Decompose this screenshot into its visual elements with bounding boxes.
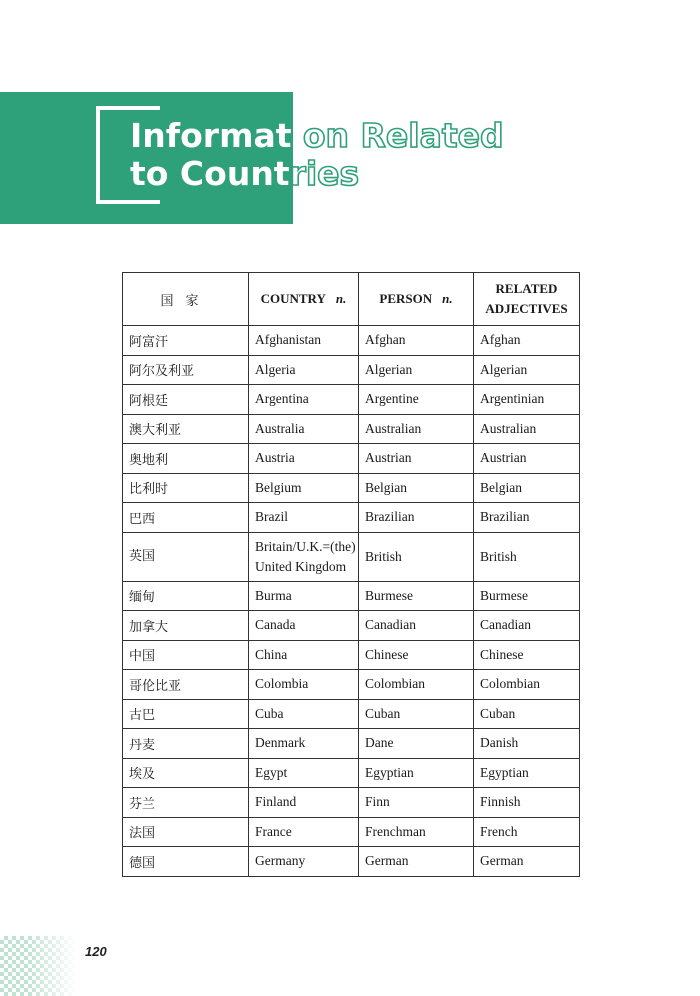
cell-person: Canadian	[359, 611, 474, 641]
cell-adjective: Algerian	[474, 355, 580, 385]
cell-adjective: French	[474, 817, 580, 847]
cell-person: German	[359, 847, 474, 877]
cell-chinese-name: 阿根廷	[123, 385, 249, 415]
cell-person: Finn	[359, 788, 474, 818]
cell-adjective: Cuban	[474, 699, 580, 729]
cell-adjective: Canadian	[474, 611, 580, 641]
table-body	[123, 326, 580, 877]
table-header-row	[123, 273, 580, 326]
cell-country: Burma	[249, 581, 359, 611]
cell-chinese-name: 英国	[123, 532, 249, 581]
cell-chinese-name: 阿尔及利亚	[123, 355, 249, 385]
table-row	[123, 847, 580, 877]
cell-person: Egyptian	[359, 758, 474, 788]
header-chinese	[123, 273, 249, 326]
cell-person: Dane	[359, 729, 474, 759]
cell-chinese-name: 比利时	[123, 473, 249, 503]
header-person-label: PERSON	[379, 291, 433, 306]
cell-chinese-name: 芬兰	[123, 788, 249, 818]
table-row	[123, 611, 580, 641]
title-part: Informati	[130, 116, 303, 155]
table-row	[123, 729, 580, 759]
cell-chinese-name: 埃及	[123, 758, 249, 788]
cell-chinese-name: 巴西	[123, 503, 249, 533]
cell-chinese-name: 阿富汗	[123, 326, 249, 356]
table-row	[123, 326, 580, 356]
cell-chinese-name: 古巴	[123, 699, 249, 729]
cell-country: Australia	[249, 414, 359, 444]
cell-person: Afghan	[359, 326, 474, 356]
cell-person: Argentine	[359, 385, 474, 415]
cell-country: Afghanistan	[249, 326, 359, 356]
table-row	[123, 532, 580, 581]
table-row	[123, 670, 580, 700]
header-person	[359, 273, 474, 326]
cell-country: Britain/U.K.=(the) United Kingdom	[249, 532, 359, 581]
table-row	[123, 385, 580, 415]
cell-country: Austria	[249, 444, 359, 474]
cell-country: Brazil	[249, 503, 359, 533]
cell-adjective: Chinese	[474, 640, 580, 670]
header-adjectives-label: RELATED ADJECTIVES	[485, 281, 568, 316]
cell-country: Denmark	[249, 729, 359, 759]
cell-adjective: German	[474, 847, 580, 877]
cell-chinese-name: 德国	[123, 847, 249, 877]
cell-country: Canada	[249, 611, 359, 641]
cell-adjective: Egyptian	[474, 758, 580, 788]
cell-person: Cuban	[359, 699, 474, 729]
table-row	[123, 788, 580, 818]
cell-adjective: Burmese	[474, 581, 580, 611]
cell-person: Austrian	[359, 444, 474, 474]
cell-country: Belgium	[249, 473, 359, 503]
cell-person: Burmese	[359, 581, 474, 611]
title-part: to Count	[130, 154, 290, 193]
cell-country: Argentina	[249, 385, 359, 415]
corner-pattern	[0, 936, 78, 996]
cell-country: Germany	[249, 847, 359, 877]
cell-person: Brazilian	[359, 503, 474, 533]
cell-person: Chinese	[359, 640, 474, 670]
table-row	[123, 817, 580, 847]
table-row	[123, 414, 580, 444]
cell-country: Egypt	[249, 758, 359, 788]
cell-person: Algerian	[359, 355, 474, 385]
header-chinese-label: 国家	[160, 293, 211, 309]
cell-country: Algeria	[249, 355, 359, 385]
cell-country: Finland	[249, 788, 359, 818]
cell-chinese-name: 加拿大	[123, 611, 249, 641]
cell-chinese-name: 法国	[123, 817, 249, 847]
table-row	[123, 503, 580, 533]
page-number: 120	[85, 944, 107, 959]
cell-chinese-name: 中国	[123, 640, 249, 670]
cell-adjective: Brazilian	[474, 503, 580, 533]
cell-adjective: Danish	[474, 729, 580, 759]
cell-adjective: Australian	[474, 414, 580, 444]
cell-adjective: Austrian	[474, 444, 580, 474]
countries-table	[122, 272, 580, 877]
cell-person: British	[359, 532, 474, 581]
table-row	[123, 699, 580, 729]
cell-person: Australian	[359, 414, 474, 444]
cell-person: Frenchman	[359, 817, 474, 847]
cell-person: Colombian	[359, 670, 474, 700]
header-country	[249, 273, 359, 326]
title-part: on Related	[302, 116, 504, 155]
cell-chinese-name: 缅甸	[123, 581, 249, 611]
cell-chinese-name: 澳大利亚	[123, 414, 249, 444]
cell-country: Cuba	[249, 699, 359, 729]
cell-country: China	[249, 640, 359, 670]
cell-adjective: Colombian	[474, 670, 580, 700]
cell-chinese-name: 奥地利	[123, 444, 249, 474]
cell-chinese-name: 哥伦比亚	[123, 670, 249, 700]
cell-country: Colombia	[249, 670, 359, 700]
table-row	[123, 758, 580, 788]
cell-adjective: Afghan	[474, 326, 580, 356]
table-row	[123, 473, 580, 503]
header-person-pos: n.	[442, 291, 453, 306]
cell-person: Belgian	[359, 473, 474, 503]
page-title-line-1	[130, 116, 504, 156]
table-row	[123, 355, 580, 385]
header-adjectives	[474, 273, 580, 326]
page-title-line-2	[130, 154, 359, 194]
cell-country: France	[249, 817, 359, 847]
cell-chinese-name: 丹麦	[123, 729, 249, 759]
cell-adjective: British	[474, 532, 580, 581]
table-row	[123, 581, 580, 611]
table-row	[123, 640, 580, 670]
header-country-pos: n.	[335, 291, 347, 306]
cell-adjective: Belgian	[474, 473, 580, 503]
title-part: ries	[289, 154, 360, 193]
cell-adjective: Argentinian	[474, 385, 580, 415]
table-row	[123, 444, 580, 474]
cell-adjective: Finnish	[474, 788, 580, 818]
header-country-label: COUNTRY	[260, 291, 326, 306]
